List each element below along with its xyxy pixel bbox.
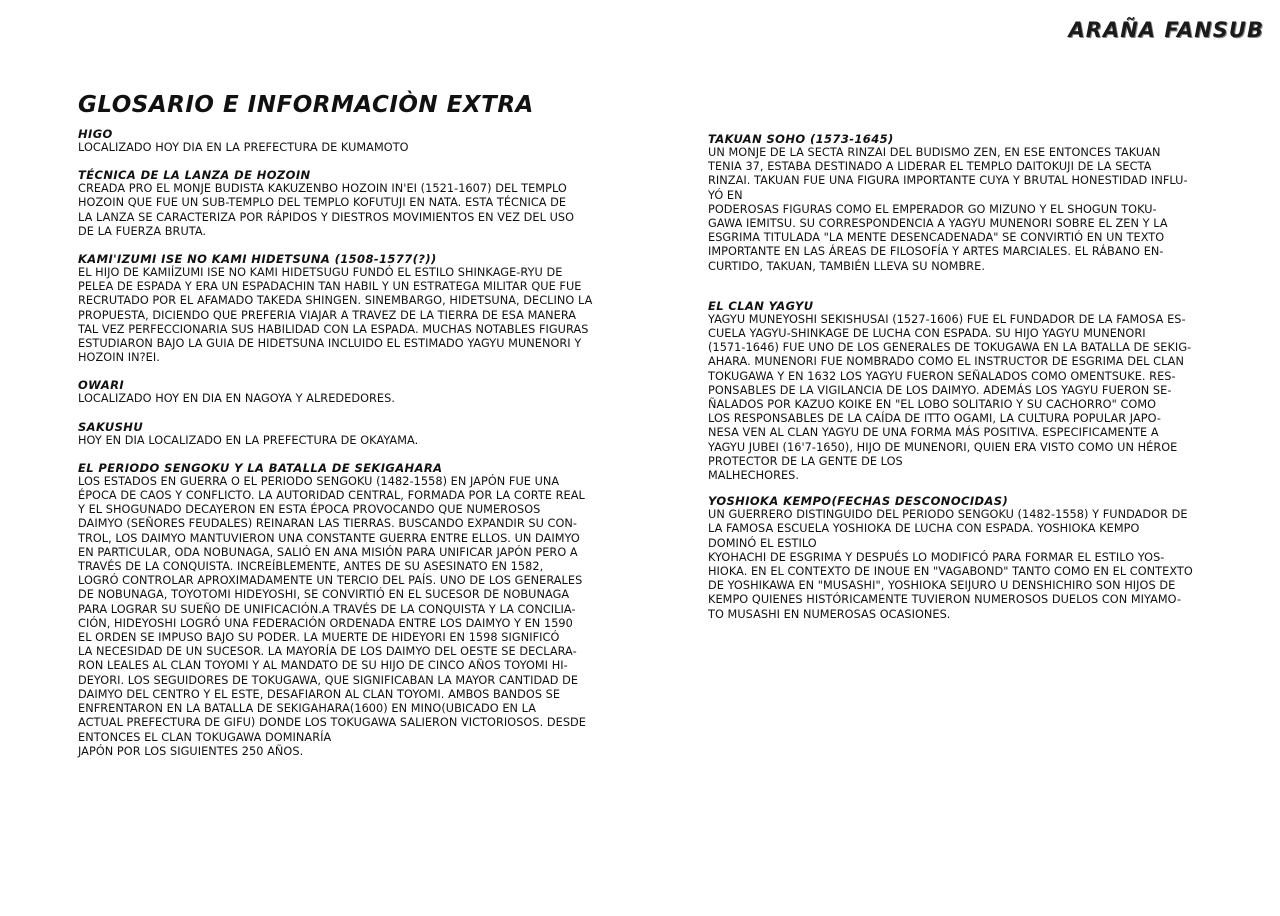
glossary-entry-yoshioka xyxy=(708,495,1198,622)
glossary-entry-hozoin xyxy=(78,169,598,239)
entry-body: YAGYU MUNEYOSHI SEKISHUSAI (1527-1606) FUE EL FUNDADOR DE LA FAMOSA ES- CUELA YAGYU-SHINKAGE DE LUCHA CON ESPADA. SU HIJO YAGYU MUNENORI (1571-1646) FUE UNO DE LOS GENERALES DE TOKUGAWA EN LA BATALLA DE SEKIG- AHARA. MUNENORI FUE NOMBRADO COMO EL INSTRUCTOR DE ESGRIMA DEL CLAN TOKUGAWA Y EN 1632 LOS YAGYU FUERON SEÑALADOS COMO OMENTSUKE. RES- PONSABLES DE LA VIGILANCIA DE LOS DAIMYO. ADEMÁS LOS YAGYU FUERON SE- ÑALADOS POR KAZUO KOIKE EN "EL LOBO SOLITARIO Y SU CACHORRO" COMO LOS RESPONSABLES DE LA CAÍDA DE ITTO OGAMI, LA CULTURA POPULAR JAPO- NESA VEN AL CLAN YAGYU DE UNA FORMA MÁS POSITIVA. ESPECIFICAMENTE A YAGYU JUBEI (16'7-1650), HIJO DE MUNENORI, QUIEN ERA VISTO COMO UN HÉROE PROTECTOR DE LA GENTE DE LOS MALHECHORES. xyxy=(708,312,1192,483)
entry-heading: KAMI'IZUMI ISE NO KAMI HIDETSUNA (1508-1577(?)) xyxy=(78,252,437,267)
glossary-entry-sakushu xyxy=(78,421,598,448)
entry-heading: TAKUAN SOHO (1573-1645) xyxy=(708,132,894,146)
entry-heading: HIGO xyxy=(78,127,113,141)
entry-body: UN GUERRERO DISTINGUIDO DEL PERIODO SENGOKU (1482-1558) Y FUNDADOR DE LA FAMOSA ESCUELA YOSHIOKA DE LUCHA CON ESPADA. YOSHIOKA KEMPO DOMINÓ EL ESTILO KYOHACHI DE ESGRIMA Y DESPUÉS LO MODIFICÓ PARA FORMAR EL ESTILO YOS- HIOKA. EN EL CONTEXTO DE INOUE EN "VAGABOND" TANTO COMO EN EL CONTEXTO DE YOSHIKAWA EN "MUSASHI", YOSHIOKA SEIJURO U DENSHICHIRO SON HIJOS DE KEMPO QUIENES HISTÓRICAMENTE TUVIERON NUMEROSOS DUELOS CON MIYAMO- TO MUSASHI EN NUMEROSAS OCASIONES. xyxy=(708,508,1193,621)
entry-heading: SAKUSHU xyxy=(78,419,144,434)
entry-body: LOS ESTADOS EN GUERRA O EL PERIODO SENGOKU (1482-1558) EN JAPÓN FUE UNA ÉPOCA DE CAOS Y CONFLICTO. LA AUTORIDAD CENTRAL, FORMADA POR LA CORTE REAL Y EL SHOGUNADO DECAYERON EN ESTA ÉPOCA PROVOCANDO QUE NUMEROSOS DAIMYO (SEÑORES FEUDALES) REINARAN LAS TIERRAS. BUSCANDO EXPANDIR SU CON- TROL, LOS DAIMYO MANTUVIERON UNA CONSTANTE GUERRA ENTRE ELLOS. UN DAIMYO EN PARTICULAR, ODA NOBUNAGA, SALIÓ EN ANA MISIÓN PARA UNIFICAR JAPÓN PERO A TRAVÉS DE LA CONQUISTA. INCREÍBLEMENTE, ANTES DE SU ASESINATO EN 1582, LOGRÓ CONTROLAR APROXIMADAMENTE UN TERCIO DEL PAÍS. UNO DE LOS GENERALES DE NOBUNAGA, TOYOTOMI HIDEYOSHI, SE CONVIRTIÓ EN EL SUCESOR DE NOBUNAGA PARA LOGRAR SU SUEÑO DE UNIFICACIÓN.A TRAVÉS DE LA CONQUISTA Y LA CONCILIA- CIÓN, HIDEYOSHI LOGRÓ UNA FEDERACIÓN ORDENADA ENTRE LOS DAIMYO Y EN 1590 EL ORDEN SE IMPUSO BAJO SU PODER. LA MUERTE DE HIDEYORI EN 1598 SIGNIFICÓ LA NECESIDAD DE UN SUCESOR. LA MAYORÍA DE LOS DAIMYO DEL OESTE SE DECLARA- RON LEALES AL CLAN TOYOMI Y AL MANDATO DE SU HIJO DE CINCO AÑOS TOYOMI HI- DEYORI. LOS SEGUIDORES DE TOKUGAWA, QUE SIGNIFICABAN LA MAYOR CANTIDAD DE DAIMYO DEL CENTRO Y EL ESTE, DESAFIARON AL CLAN TOYOMI. AMBOS BANDOS SE ENFRENTARON EN LA BATALLA DE SEKIGAHARA(1600) EN MINO(UBICADO EN LA ACTUAL PREFECTURA DE GIFU) DONDE LOS TOKUGAWA SALIERON VICTORIOSOS. DESDE ENTONCES EL CLAN TOKUGAWA DOMINARÍA JAPÓN POR LOS SIGUIENTES 250 AÑOS. xyxy=(78,474,586,758)
entry-heading: EL CLAN YAGYU xyxy=(708,298,814,313)
entry-body: EL HIJO DE KAMIÍZUMI ISE NO KAMI HIDETSUGU FUNDÓ EL ESTILO SHINKAGE-RYU DE PELEA DE ESPADA Y ERA UN ESPADACHIN TAN HABIL Y UN ESTRATEGA MILITAR QUE FUE RECRUTADO POR EL AFAMADO TAKEDA SHINGEN. SINEMBARGO, HIDETSUNA, DECLINO LA PROPUESTA, DICIENDO QUE PREFERIA VIAJAR A TRAVEZ DE LA TIERRA DE ESA MANERA TAL VEZ PERFECCIONARIA SUS HABILIDAD CON LA ESPADA. MUCHAS NOTABLES FIGURAS ESTUDIARON BAJO LA GUIA DE HIDETSUNA INCLUIDO EL ESTIMADO YAGYU MUNENORI Y HOZOIN IN?EI. xyxy=(78,266,593,365)
entry-heading: TÉCNICA DE LA LANZA DE HOZOIN xyxy=(78,168,311,183)
glossary-entry-owari xyxy=(78,379,598,406)
entry-body: HOY EN DIA LOCALIZADO EN LA PREFECTURA DE OKAYAMA. xyxy=(78,433,419,447)
entry-body: LOCALIZADO HOY DIA EN LA PREFECTURA DE KUMAMOTO xyxy=(78,141,409,154)
fansub-logo: ARAÑA FANSUB xyxy=(1068,18,1264,42)
entry-body: UN MONJE DE LA SECTA RINZAI DEL BUDISMO ZEN, EN ESE ENTONCES TAKUAN TENIA 37, ESTABA DESTINADO A LIDERAR EL TEMPLO DAITOKUJI DE LA SECTA RINZAI. TAKUAN FUE UNA FIGURA IMPORTANTE CUYA Y BRUTAL HONESTIDAD INFLU- YÓ EN PODEROSAS FIGURAS COMO EL EMPERADOR GO MIZUNO Y EL SHOGUN TOKU- GAWA IEMITSU. SU CORRESPONDENCIA A YAGYU MUNENORI SOBRE EL ZEN Y LA ESGRIMA TITULADA "LA MENTE DESENCADENADA" SE CONVIRTIÓ EN UN TEXTO IMPORTANTE EN LAS ÁREAS DE FILOSOFÍA Y ARTES MARCIALES. EL RÁBANO EN- CURTIDO, TAKUAN, TAMBIÉN LLEVA SU NOMBRE. xyxy=(708,146,1188,273)
entry-heading: EL PERIODO SENGOKU Y LA BATALLA DE SEKIGAHARA xyxy=(78,460,443,475)
right-column xyxy=(708,133,1198,622)
entry-heading: OWARI xyxy=(78,378,125,393)
glossary-entry-yagyu xyxy=(708,300,1198,483)
entry-body: LOCALIZADO HOY EN DIA EN NAGOYA Y ALREDEDORES. xyxy=(78,392,395,406)
glossary-entry-sengoku xyxy=(78,462,598,759)
entry-heading: YOSHIOKA KEMPO(FECHAS DESCONOCIDAS) xyxy=(708,494,1009,509)
entry-body: CREADA PRO EL MONJE BUDISTA KAKUZENBO HOZOIN IN'EI (1521-1607) DEL TEMPLO HOZOIN QUE FUE UN SUB-TEMPLO DEL TEMPLO KOFUTUJI EN NATA. ESTA TÉCNICA DE LA LANZA SE CARACTERIZA POR RÁPIDOS Y DIESTROS MOVIMIENTOS EN VEZ DEL USO DE LA FUERZA BRUTA. xyxy=(78,182,575,238)
glossary-entry-higo xyxy=(78,128,598,155)
left-column xyxy=(78,128,598,759)
page-title: GLOSARIO E INFORMACIÒN EXTRA xyxy=(78,92,534,118)
glossary-entry-hidetsuna xyxy=(78,253,598,365)
glossary-entry-takuan xyxy=(708,133,1198,274)
